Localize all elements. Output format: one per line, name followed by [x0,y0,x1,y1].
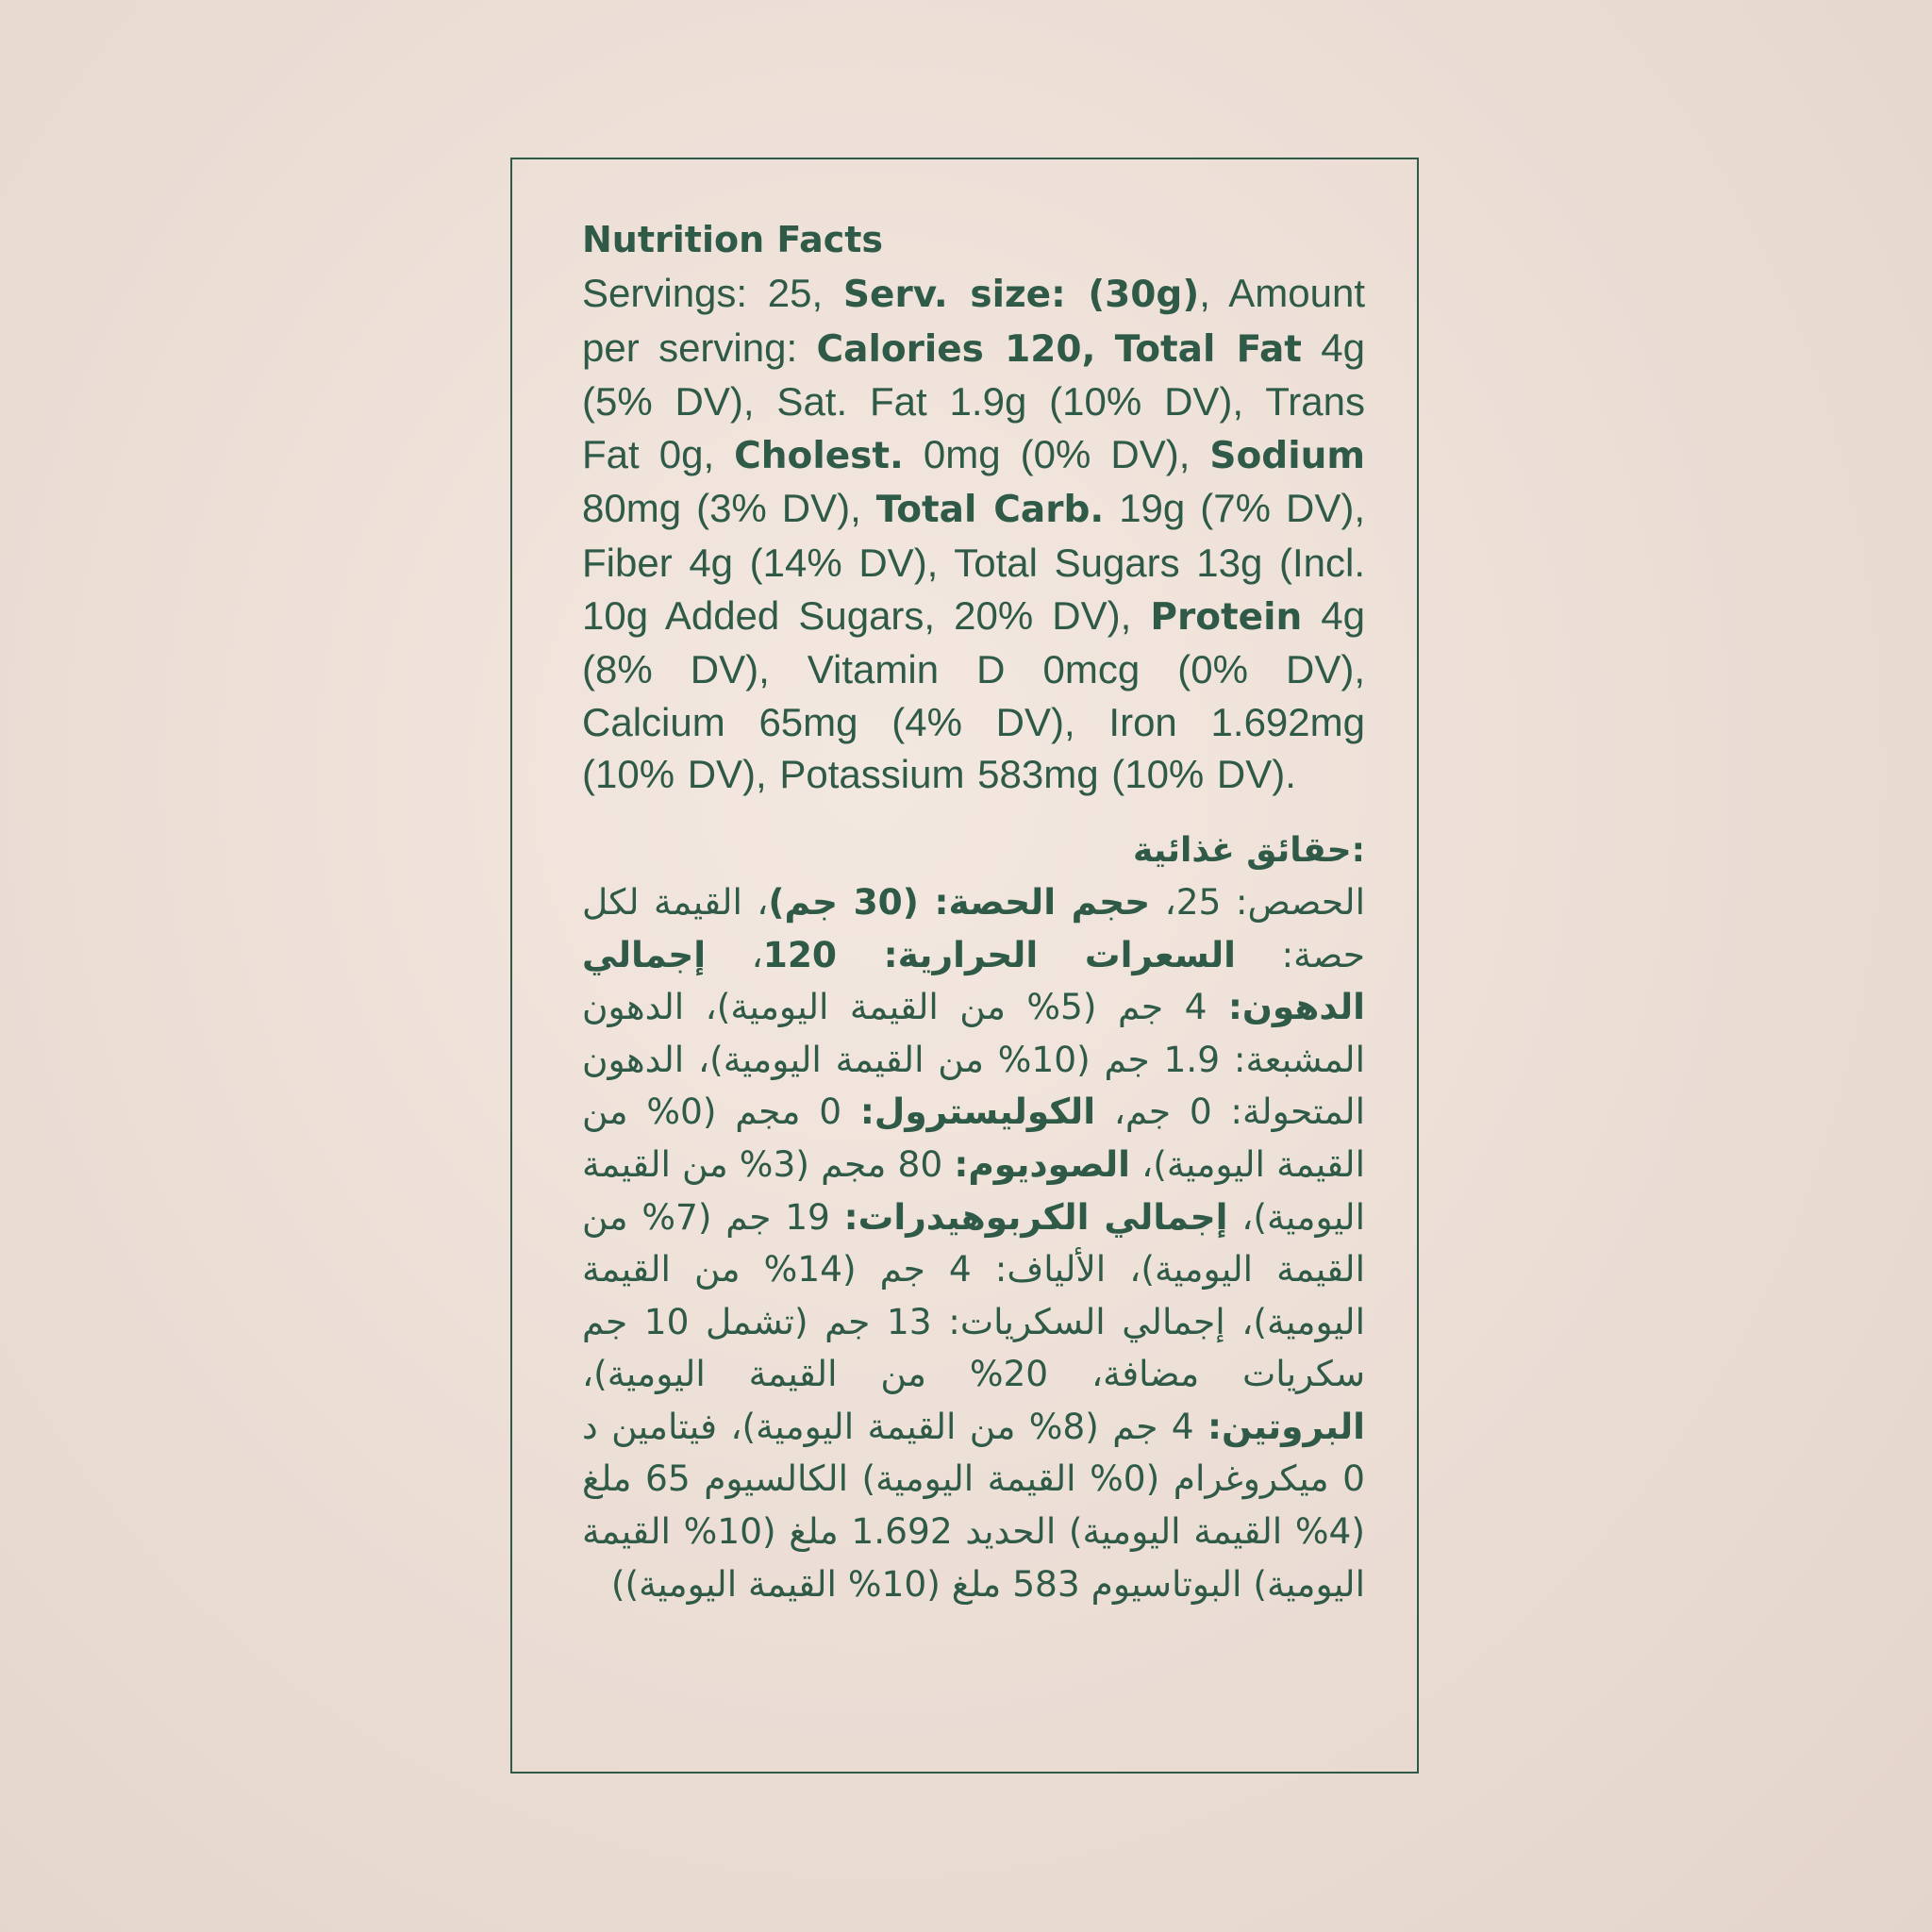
nutrition-content [582,212,1365,1610]
total-carb-label: Total Carb. [875,489,1105,532]
arabic-total-fat-values: 4 جم (5% من القيمة اليومية)، الدهون المشبعة: 1.9 جم (10% من القيمة اليومية)، الدهون المتحولة: 0 جم، [582,986,1365,1133]
cholesterol-label: Cholest. [734,434,904,477]
arabic-cholesterol-label: الكوليسترول: [859,1091,1096,1133]
total-fat-values: 4g (5% DV), Sat. Fat 1.9g (10% DV), Trans Fat 0g, [582,325,1365,476]
arabic-sodium-values: 80 مجم (3% من القيمة اليومية)، [582,1142,1365,1238]
arabic-total-carb-label: إجمالي الكربوهيدرات: [843,1195,1228,1238]
arabic-servings: الحصص: 25، [1150,880,1365,923]
arabic-protein-values: 4 جم (8% من القيمة اليومية)، فيتامين د 0 ميكروغرام (0% القيمة اليومية) الكالسيوم 65 ملغ (4% القيمة اليومية) الحديد 1.692 ملغ (10% القيمة اليومية) البوتاسيوم 583 ملغ (10% القيمة اليومية)) [582,1405,1365,1605]
servings-text: Servings: 25, [582,271,824,315]
amount-per-serving-text: Amount per serving: [582,271,1366,370]
arabic-calories: السعرات الحرارية: 120 [762,933,1237,975]
arabic-nutrition-text [582,876,1365,1610]
calories-label: Calories 120, [816,327,1096,371]
protein-values: 4g (8% DV), Vitamin D 0mcg (0% DV), Calcium 65mg (4% DV), Iron 1.692mg (10% DV), Potassium 583mg (10% DV). [582,592,1366,797]
serving-size-label: Serv. size: (30g) [842,274,1200,316]
arabic-total-carb-values: 19 جم (7% من القيمة اليومية)، الألياف: 4 جم (14% من القيمة اليومية)، إجمالي السكريات: 13 جم (تشمل 10 جم سكريات مضافة، 20% من القيمة اليومية)، [582,1195,1366,1395]
arabic-cholesterol-values: 0 مجم (0% من القيمة اليومية)، [582,1091,1366,1185]
arabic-separator: ، [706,933,763,975]
arabic-sodium-label: الصوديوم: [954,1142,1131,1185]
cholesterol-values: 0mg (0% DV), [923,431,1191,476]
sodium-label: Sodium [1209,434,1365,477]
arabic-total-fat-label: إجمالي الدهون: [582,933,1366,1028]
english-nutrition-text [582,267,1365,801]
protein-label: Protein [1150,595,1303,639]
nutrition-facts-title: Nutrition Facts [582,219,884,260]
total-fat-label: Total Fat [1114,327,1302,371]
arabic-protein-label: البروتين: [1208,1405,1366,1447]
nutrition-label-box [510,158,1419,1774]
arabic-serving-size: حجم الحصة: (30 جم) [768,880,1151,923]
total-carb-values: 19g (7% DV), Fiber 4g (14% DV), Total Sugars 13g (Incl. 10g Added Sugars, 20% DV), [582,486,1365,638]
sodium-values: 80mg (3% DV), [582,486,861,531]
arabic-amount-per-serving: ، القيمة لكل حصة: [582,880,1365,975]
arabic-nutrition-title: :حقائق غذائية [1132,830,1365,870]
serving-size-comma: , [1199,271,1210,315]
